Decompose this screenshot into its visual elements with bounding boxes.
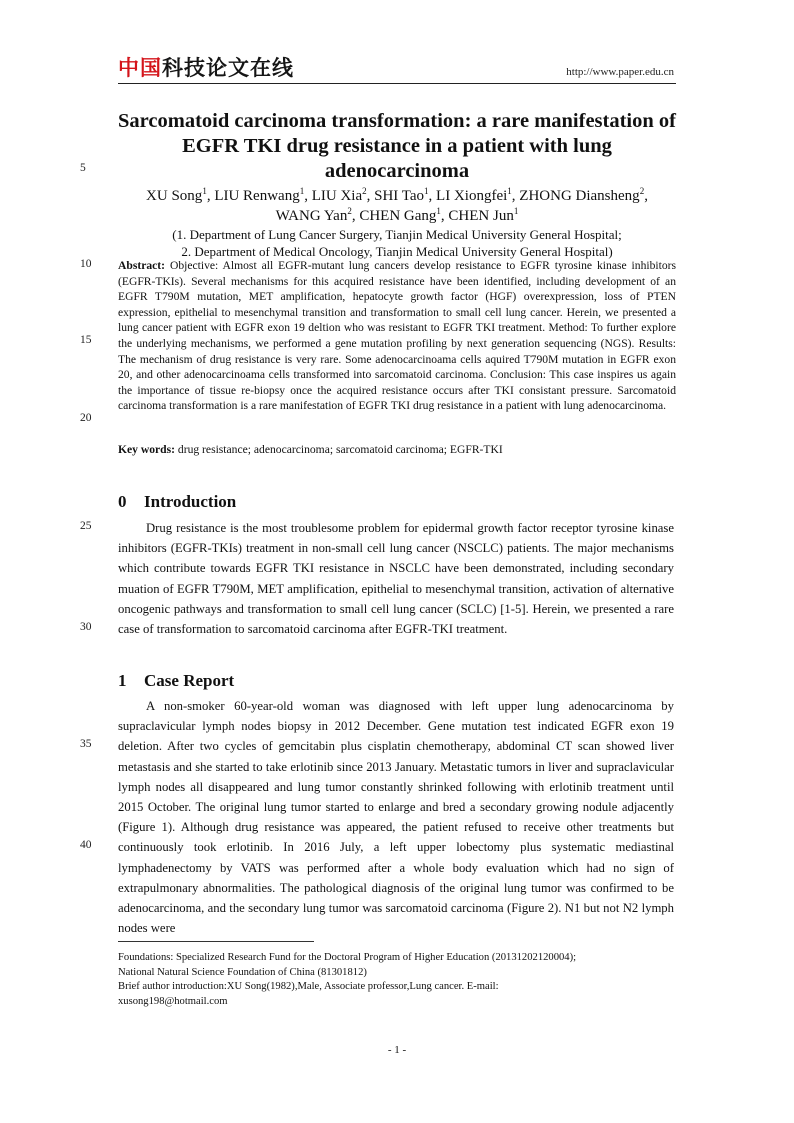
author-affiliation-mark: 1 [436,206,441,216]
paper-title: Sarcomatoid carcinoma transformation: a rare manifestation of EGFR TKI drug resistance in a patient with lung adenocarcinoma [118,110,676,182]
logo-red-text: 中国 [118,56,162,80]
line-number: 25 [80,520,92,532]
keywords-label: Key words: [118,443,175,456]
line-number: 5 [80,162,86,174]
author-name: WANG Yan [275,208,348,224]
author-affiliation-mark: 2 [347,206,352,216]
section-title: Case Report [144,671,235,690]
author-affiliation-mark: 1 [202,186,207,196]
abstract-text: Objective: Almost all EGFR-mutant lung cancers develop resistance to EGFR tyrosine kinase inhibitors (EGFR-TKIs). Several mechanisms for this acquired resistance have been identified, including development of an EGFR T790M mutation, MET amplification, hepatocyte growth factor (HGF) overexpression, loss of PTEN expression, epithelial to mesenchymal transition and transformation to small cell lung cancer. Herein, we presented a lung cancer patient with EGFR exon 19 deltion who was resistant to EGFR TKI treatment. Method: To further explore the underlying mechanisms, we performed a gene mutation profiling by next generation sequencing (NGS). Results: The mechanism of drug resistance is very rare. Some adenocarcinoama cells aquired T790M mutation in EGFR exon 20, and other adenocarcinoama cells transformed into sarcomatoid carcinoma. Conclusion: This case inspires us again the importance of tissue re-biopsy once the acquired resistance occurs after TKI consistant pressure. Sarcomatoid carcinoma transformation is a rare manifestation of EGFR TKI drug resistance in a patient with lung adenocarcinoma. [118,259,676,413]
section-number: 1 [118,671,127,690]
section-heading-introduction [118,492,236,512]
footnote-line: Brief author introduction:XU Song(1982),Male, Associate professor,Lung cancer. E-mail: [118,981,499,992]
footnote-email[interactable]: xusong198@hotmail.com [118,995,228,1007]
section-number: 0 [118,492,127,511]
affiliations [118,226,676,260]
author-name: SHI Tao [374,188,425,204]
introduction-paragraph: Drug resistance is the most troublesome problem for epidermal growth factor receptor tyrosine kinase inhibitors (EGFR-TKIs) treatment in non-small cell lung cancer (NSCLC) patients. The major mechanisms which contribute towards EGFR TKI resistance in NSCLC have been demonstrated, including secondary muation of EGFR T790M, MET amplification, epithelial to mesenchymal transition, activation of alternative oncogenic pathways and transformation to small cell lung cancer (SCLC) [1-5]. Herein, we presented a rare case of transformation to sarcomatoid carcinoma after EGFR-TKI treatment. [118,521,674,637]
footnote-line: Foundations: Specialized Research Fund for the Doctoral Program of Higher Education (20131202120004); [118,952,577,963]
author-name: LIU Renwang [214,188,300,204]
line-number: 15 [80,334,92,346]
line-number: 20 [80,412,92,424]
footnote-rule [118,941,314,942]
author-list: XU Song$^1$, LIU Renwang$^1$, LIU Xia$^2$, SHI Tao$^1$, LI Xiongfei$^1$, ZHONG Diansheng$^2$, WANG Yan$^2$, CHEN Gang$^1$, CHEN Jun$^1$ [146,186,648,224]
affiliation-line: (1. Department of Lung Cancer Surgery, Tianjin Medical University General Hospital; [172,227,622,242]
author-affiliation-mark: 2 [362,186,367,196]
keywords [118,442,676,457]
line-number: 40 [80,839,92,851]
abstract [118,258,676,414]
case-report-paragraph: A non-smoker 60-year-old woman was diagnosed with left upper lung adenocarcinoma by supraclavicular lymph nodes biopsy in 2012 December. Gene mutation test indicated EGFR exon 19 deletion. After two cycles of gemcitabin plus cisplatin chemotherapy, abdominal CT scan showed liver metastasis and she started to take erlotinib since 2013 January. Metastatic tumors in liver and supraclavicular lymph nodes all disappeared and lung tumor constantly shrinked following with erlotinib treatment until 2015 October. The original lung tumor started to enlarge and bred a secondary growing nodule adjacently (Figure 1). Although drug resistance was appeared, the patient refused to receive other treatments but continuously took erlotinib. In 2016 July, a left upper lobectomy plus systematic mediastinal lymphadenectomy by VATS was performed after a whole body evaluation which had no sign of extrapulmonary abnormalities. The pathological diagnosis of the original lung tumor was confirmed to be adenocarcinoma, and the secondary lung tumor was sarcomatoid carcinoma (Figure 2). N1 but not N2 lymph nodes were [118,699,674,936]
section-title: Introduction [144,492,237,511]
logo-black-text: 科技论文在线 [162,56,294,80]
header-url[interactable]: http://www.paper.edu.cn [566,66,674,78]
author-affiliation-mark: 1 [299,186,305,196]
author-affiliation-mark: 1 [507,186,512,196]
header-rule [118,83,676,84]
author-name: CHEN Jun [448,208,514,224]
keywords-text: drug resistance; adenocarcinoma; sarcomatoid carcinoma; EGFR-TKI [177,443,503,456]
author-name: LI Xiongfei [436,188,508,204]
author-name: ZHONG Diansheng [519,188,640,204]
author-name: LIU Xia [311,188,363,204]
author-affiliation-mark: 2 [639,186,645,196]
page-number: - 1 - [387,1044,407,1056]
author-affiliation-mark: 1 [513,206,519,216]
line-number: 30 [80,621,92,633]
line-number: 35 [80,738,92,750]
author-affiliation-mark: 1 [424,186,429,196]
author-name: CHEN Gang [359,208,437,224]
author-name: XU Song [146,188,203,204]
section-heading-case-report [118,671,234,691]
abstract-label: Abstract: [118,259,166,272]
footnote-line: National Natural Science Foundation of China (81301812) [118,966,367,978]
line-number: 10 [80,258,92,270]
footnotes [118,951,678,1009]
site-logo [118,56,294,80]
affiliation-line: 2. Department of Medical Oncology, Tianjin Medical University General Hospital) [181,244,613,259]
